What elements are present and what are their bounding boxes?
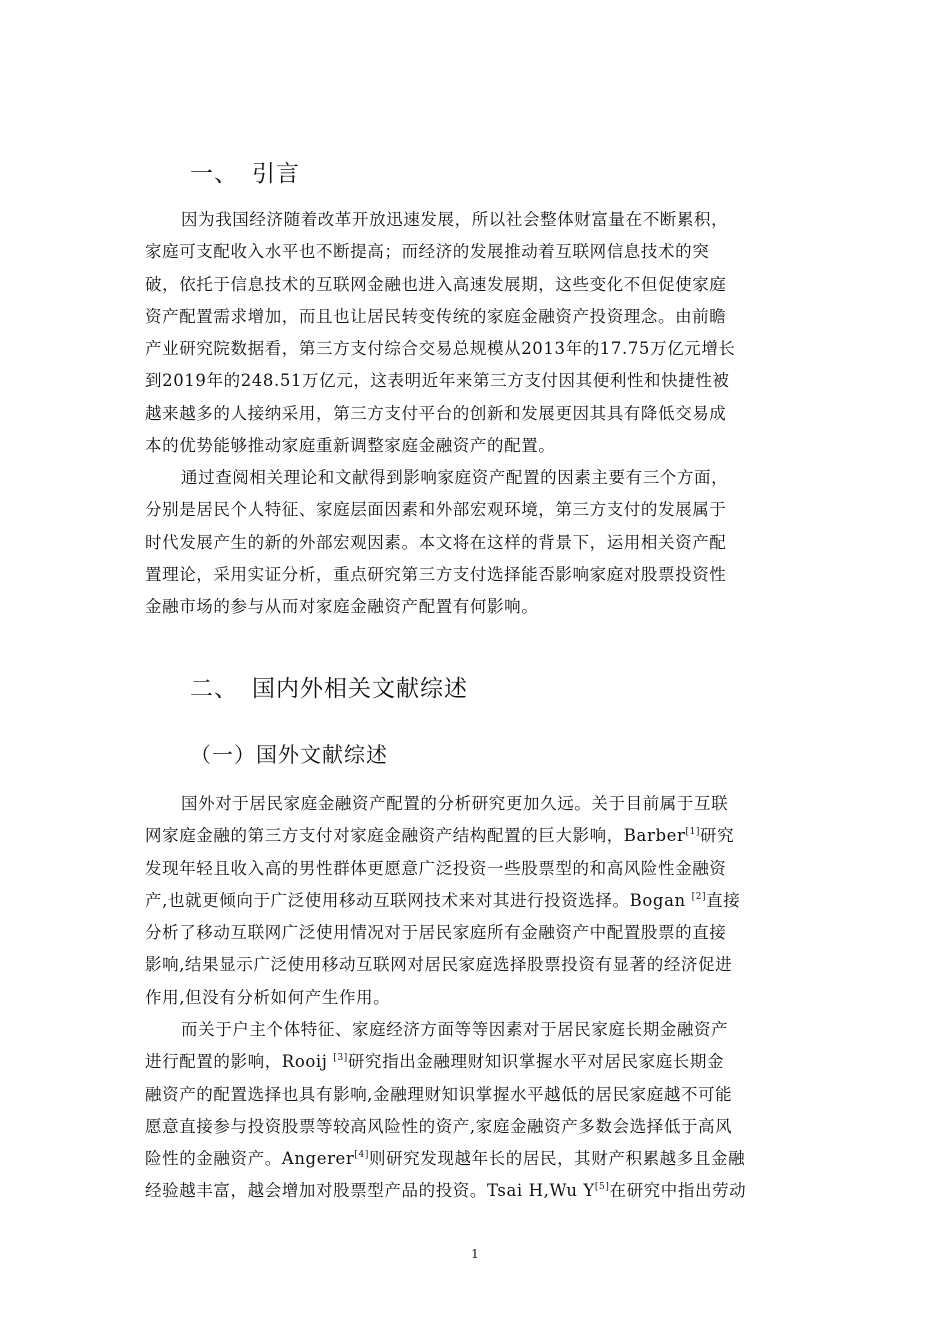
subsection-1-heading: （一）国外文献综述 [190, 743, 388, 767]
text-line: 分别是居民个人特征、家庭层面因素和外部宏观环境，第三方支付的发展属于 [145, 500, 727, 520]
text-line: 破，依托于信息技术的互联网金融也进入高速发展期，这些变化不但促使家庭 [145, 274, 727, 294]
section-1-paragraph-2 [145, 462, 810, 623]
section-1-number: 一、 [190, 161, 238, 187]
section-2-heading [190, 670, 468, 703]
text-span: 险性的金融资产。Angerer [145, 1149, 355, 1169]
text-span: 研究指出金融理财知识掌握水平对居民家庭长期金 [347, 1052, 725, 1072]
section-1-paragraph-1 [145, 204, 810, 462]
text-line: 分析了移动互联网广泛使用情况对于居民家庭所有金融资产中配置股票的直接 [145, 923, 727, 943]
text-span: 在研究中指出劳动 [609, 1181, 747, 1201]
text-line: 时代发展产生的新的外部宏观因素。本文将在这样的背景下，运用相关资产配 [145, 532, 727, 552]
text-span: 产,也就更倾向于广泛使用移动互联网技术来对其进行投资选择。Bogan [145, 890, 692, 910]
text-line [145, 1143, 810, 1175]
section-2-number: 二、 [190, 676, 238, 702]
citation-ref: [4] [354, 1150, 369, 1161]
text-line: 金融市场的参与从而对家庭金融资产配置有何影响。 [145, 597, 539, 617]
text-span: 直接 [706, 890, 741, 910]
text-line: 而关于户主个体特征、家庭经济方面等等因素对于居民家庭长期金融资产 [181, 1020, 729, 1039]
text-line: 因为我国经济随着改革开放迅速发展，所以社会整体财富量在不断累积， [181, 210, 729, 229]
section-1-title: 引言 [252, 161, 300, 187]
text-line: 置理论，采用实证分析，重点研究第三方支付选择能否影响家庭对股票投资性 [145, 564, 727, 584]
section-2-title: 国内外相关文献综述 [252, 676, 468, 702]
text-span: 经验越丰富，越会增加对股票型产品的投资。Tsai H,Wu Y [145, 1181, 595, 1201]
text-line [145, 885, 810, 917]
citation-ref: [2] [691, 891, 707, 902]
text-span: 则研究发现越年长的居民，其财产积累越多且金融 [368, 1149, 746, 1169]
text-line [145, 1175, 810, 1207]
text-span: 研究 [700, 826, 735, 846]
text-line: 本的优势能够推动家庭重新调整家庭金融资产的配置。 [145, 436, 556, 456]
text-line [145, 820, 810, 852]
text-span: 进行配置的影响，Rooij [145, 1052, 334, 1072]
text-line: 发现年轻且收入高的男性群体更愿意广泛投资一些股票型的和高风险性金融资 [145, 858, 727, 878]
citation-ref: [5] [594, 1182, 610, 1193]
text-line: 家庭可支配收入水平也不断提高；而经济的发展推动着互联网信息技术的突 [145, 242, 710, 262]
subsection-1-paragraph-1 [145, 788, 810, 1014]
text-line: 资产配置需求增加，而且也让居民转变传统的家庭金融资产投资理念。由前瞻 [145, 306, 727, 326]
text-span: 网家庭金融的第三方支付对家庭金融资产结构配置的巨大影响，Barber [145, 826, 686, 846]
text-line: 越来越多的人接纳采用，第三方支付平台的创新和发展更因其具有降低交易成 [145, 403, 727, 423]
text-line: 愿意直接参与投资股票等较高风险性的资产,家庭金融资产多数会选择低于高风 [145, 1116, 733, 1136]
text-line: 影响,结果显示广泛使用移动互联网对居民家庭选择股票投资有显著的经济促进 [145, 955, 733, 975]
text-line: 作用,但没有分析如何产生作用。 [145, 987, 391, 1007]
subsection-1-paragraph-2 [145, 1014, 810, 1208]
text-line [145, 1046, 810, 1078]
section-1-heading [190, 155, 300, 188]
text-line: 产业研究院数据看，第三方支付综合交易总规模从2013年的17.75万亿元增长 [145, 339, 736, 359]
text-line: 通过查阅相关理论和文献得到影响家庭资产配置的因素主要有三个方面， [181, 468, 729, 487]
text-line: 到2019年的248.51万亿元，这表明近年来第三方支付因其便利性和快捷性被 [145, 371, 730, 391]
text-line: 国外对于居民家庭金融资产配置的分析研究更加久远。关于目前属于互联 [181, 794, 729, 813]
citation-ref: [3] [333, 1053, 348, 1064]
citation-ref: [1] [685, 827, 701, 838]
page-number: 1 [471, 1247, 479, 1261]
text-line: 融资产的配置选择也具有影响,金融理财知识掌握水平越低的居民家庭越不可能 [145, 1084, 733, 1104]
